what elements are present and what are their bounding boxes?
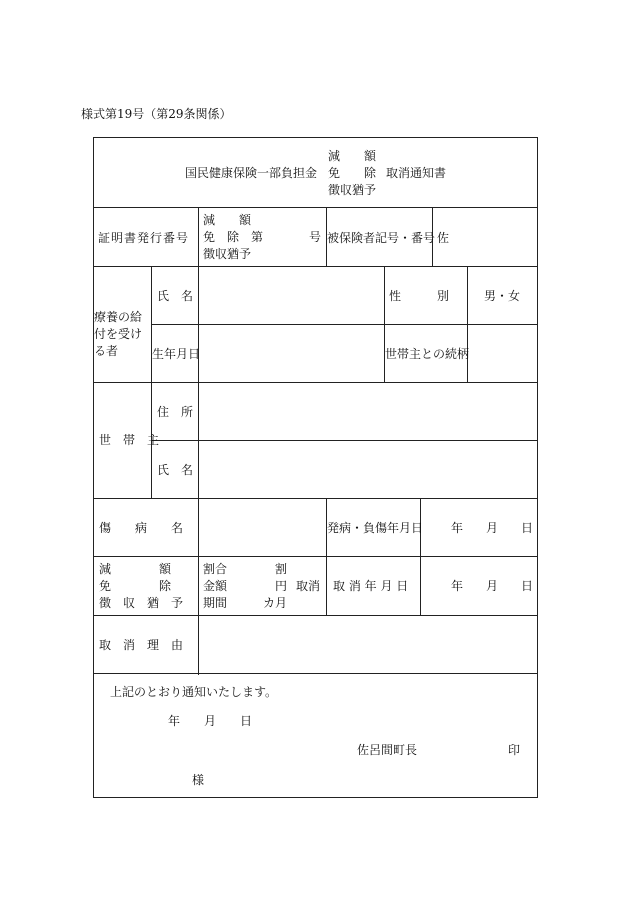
- cancel-reason-label: 取 消 理 由: [99, 638, 184, 652]
- reduction-label: 減 額: [99, 562, 172, 576]
- seal-mark: 印: [508, 743, 521, 757]
- recipient-name-field[interactable]: [199, 267, 384, 324]
- householder-name-label: 氏 名: [157, 463, 194, 477]
- amount-field: 金額 円: [203, 579, 288, 593]
- sex-value: 男・女: [484, 289, 521, 303]
- notice-month: 月: [204, 714, 217, 728]
- notice-year: 年: [168, 714, 181, 728]
- title-reduction: 減 額: [328, 149, 377, 163]
- divider: [93, 207, 538, 208]
- ratio-field: 割合 割: [203, 562, 288, 576]
- onset-year: 年: [451, 521, 464, 535]
- divider: [326, 498, 327, 615]
- householder-address-label: 住 所: [157, 405, 194, 419]
- divider: [93, 556, 538, 557]
- onset-day: 日: [521, 521, 534, 535]
- cancel-reason-field[interactable]: [199, 616, 537, 673]
- title-suffix: 取消通知書: [386, 166, 447, 180]
- householder-name-field[interactable]: [199, 441, 537, 498]
- sex-label: 性 別: [389, 289, 450, 303]
- divider: [151, 266, 152, 498]
- title-postponement: 徴収猶予: [328, 183, 377, 197]
- recipient-name-label: 氏 名: [157, 289, 194, 303]
- cert-kind-exemption: 免 除 第: [203, 230, 264, 244]
- dob-field[interactable]: [199, 325, 384, 382]
- form-number: 様式第19号（第29条関係）: [81, 107, 232, 121]
- cert-number-label: 証明書発行番号: [98, 231, 190, 245]
- cancel-day: 日: [521, 579, 534, 593]
- exemption-label: 免 除: [99, 579, 172, 593]
- relation-label: 世帯主との続柄: [385, 347, 470, 361]
- dob-label: 生年月日: [152, 347, 201, 361]
- postponement-label: 徴 収 猶 予: [99, 596, 184, 610]
- onset-date-label: 発病・負傷年月日: [327, 521, 424, 535]
- cert-kind-reduction: 減 額: [203, 213, 252, 227]
- householder-address-field[interactable]: [199, 383, 537, 440]
- cert-kind-postponement: 徴収猶予: [203, 247, 252, 261]
- relation-field[interactable]: [468, 325, 537, 382]
- divider: [93, 673, 538, 674]
- divider: [420, 498, 421, 615]
- period-field: 期間 カ月: [203, 596, 288, 610]
- notice-day: 日: [240, 714, 253, 728]
- issuer-name: 佐呂間町長: [357, 743, 418, 757]
- notice-text: 上記のとおり通知いたします。: [110, 685, 278, 699]
- cert-kind-number-suffix: 号: [309, 230, 322, 244]
- insured-number-label: 被保険者記号・番号: [327, 231, 436, 245]
- householder-group-label: 世 帯 主: [99, 433, 160, 447]
- illness-field[interactable]: [199, 499, 326, 556]
- addressee-honorific: 様: [192, 773, 205, 787]
- insured-number-value: 佐: [437, 231, 450, 245]
- divider: [384, 266, 385, 382]
- cancel-mark: 取消: [296, 579, 321, 593]
- cancel-year: 年: [451, 579, 464, 593]
- title-main: 国民健康保険一部負担金: [185, 166, 318, 180]
- recipient-group-label: 療養の給付を受ける者: [94, 310, 143, 358]
- cancel-date-label: 取 消 年 月 日: [333, 579, 409, 593]
- cancel-month: 月: [486, 579, 499, 593]
- divider: [198, 207, 199, 266]
- title-exemption: 免 除: [328, 166, 377, 180]
- onset-month: 月: [486, 521, 499, 535]
- illness-label: 傷 病 名: [99, 521, 184, 535]
